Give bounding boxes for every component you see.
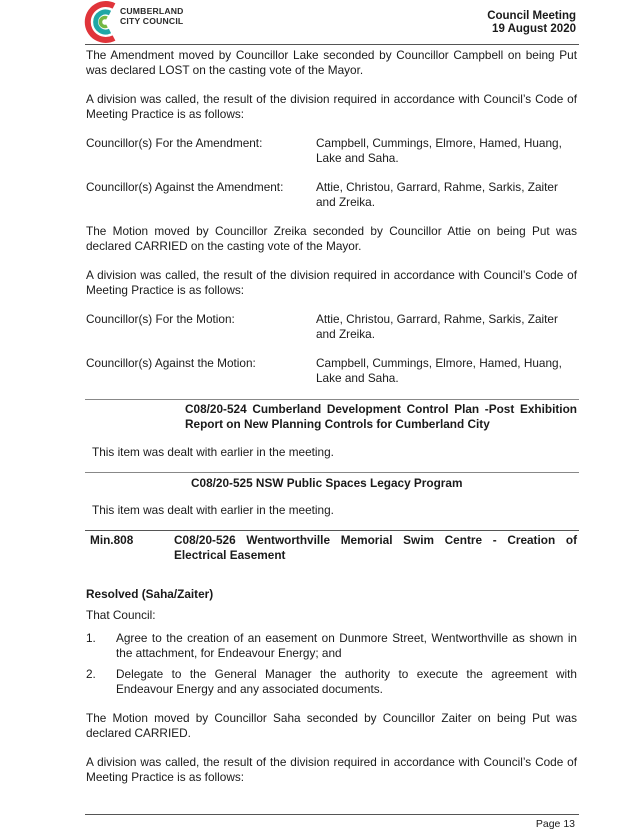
- minute-number: Min.808: [90, 533, 134, 547]
- council-logo-icon: [82, 0, 122, 44]
- logo-line-2: CITY COUNCIL: [120, 16, 184, 26]
- item-title-526: C08/20-526 Wentworthville Memorial Swim Centre - Creation of Electrical Easement: [174, 533, 577, 562]
- paragraph-division-2: A division was called, the result of the division required in accordance with Council’s Code of Meeting Practice is as follows:: [86, 268, 577, 297]
- paragraph-division-3: A division was called, the result of the division required in accordance with Council’s Code of Meeting Practice is as follows:: [86, 755, 577, 784]
- vote-names: Attie, Christou, Garrard, Rahme, Sarkis, Zaiter and Zreika.: [316, 312, 558, 341]
- paragraph-division-1: A division was called, the result of the division required in accordance with Council’s Code of Meeting Practice is as follows:: [86, 92, 577, 121]
- item-title-525: C08/20-525 NSW Public Spaces Legacy Program: [191, 476, 463, 490]
- point-number: 1.: [86, 631, 96, 645]
- council-logo: [82, 0, 212, 44]
- paragraph-motion-carried-2: The Motion moved by Councillor Saha seconded by Councillor Zaiter on being Put was declared CARRIED.: [86, 711, 577, 740]
- vote-names: Campbell, Cummings, Elmore, Hamed, Huang, Lake and Saha.: [316, 136, 562, 165]
- vote-label: Councillor(s) Against the Motion:: [86, 356, 256, 370]
- vote-names: Campbell, Cummings, Elmore, Hamed, Huang, Lake and Saha.: [316, 356, 562, 385]
- item-note-525: This item was dealt with earlier in the meeting.: [92, 503, 334, 517]
- header-divider: [85, 44, 579, 45]
- meeting-header: [487, 10, 576, 36]
- point-text: Agree to the creation of an easement on Dunmore Street, Wentworthville as shown in the attachment, for Endeavour Energy; and: [116, 631, 577, 660]
- item-divider: [85, 472, 579, 473]
- item-title-524: C08/20-524 Cumberland Development Control Plan -Post Exhibition Report on New Planning Controls for Cumberland City: [185, 402, 577, 431]
- point-number: 2.: [86, 667, 96, 681]
- item-note-524: This item was dealt with earlier in the meeting.: [92, 445, 334, 459]
- meeting-date: 19 August 2020: [492, 23, 576, 35]
- footer-divider: [85, 814, 579, 815]
- resolution-intro: That Council:: [86, 608, 156, 622]
- logo-wordmark: [120, 6, 184, 26]
- vote-label: Councillor(s) Against the Amendment:: [86, 180, 284, 194]
- vote-names: Attie, Christou, Garrard, Rahme, Sarkis, Zaiter and Zreika.: [316, 180, 558, 209]
- logo-line-1: CUMBERLAND: [120, 6, 184, 16]
- paragraph-amendment-lost: The Amendment moved by Councillor Lake seconded by Councillor Campbell on being Put was declared LOST on the casting vote of the Mayor.: [86, 48, 577, 77]
- paragraph-motion-carried: The Motion moved by Councillor Zreika seconded by Councillor Attie on being Put was declared CARRIED on the casting vote of the Mayor.: [86, 224, 577, 253]
- item-divider: [85, 530, 579, 531]
- meeting-title: Council Meeting: [487, 10, 576, 22]
- point-text: Delegate to the General Manager the authority to execute the agreement with Endeavour Energy and any associated documents.: [116, 667, 577, 696]
- vote-label: Councillor(s) For the Motion:: [86, 312, 235, 326]
- item-divider: [85, 399, 579, 400]
- page-number: Page 13: [535, 818, 575, 830]
- resolution-heading: Resolved (Saha/Zaiter): [86, 587, 214, 601]
- vote-label: Councillor(s) For the Amendment:: [86, 136, 263, 150]
